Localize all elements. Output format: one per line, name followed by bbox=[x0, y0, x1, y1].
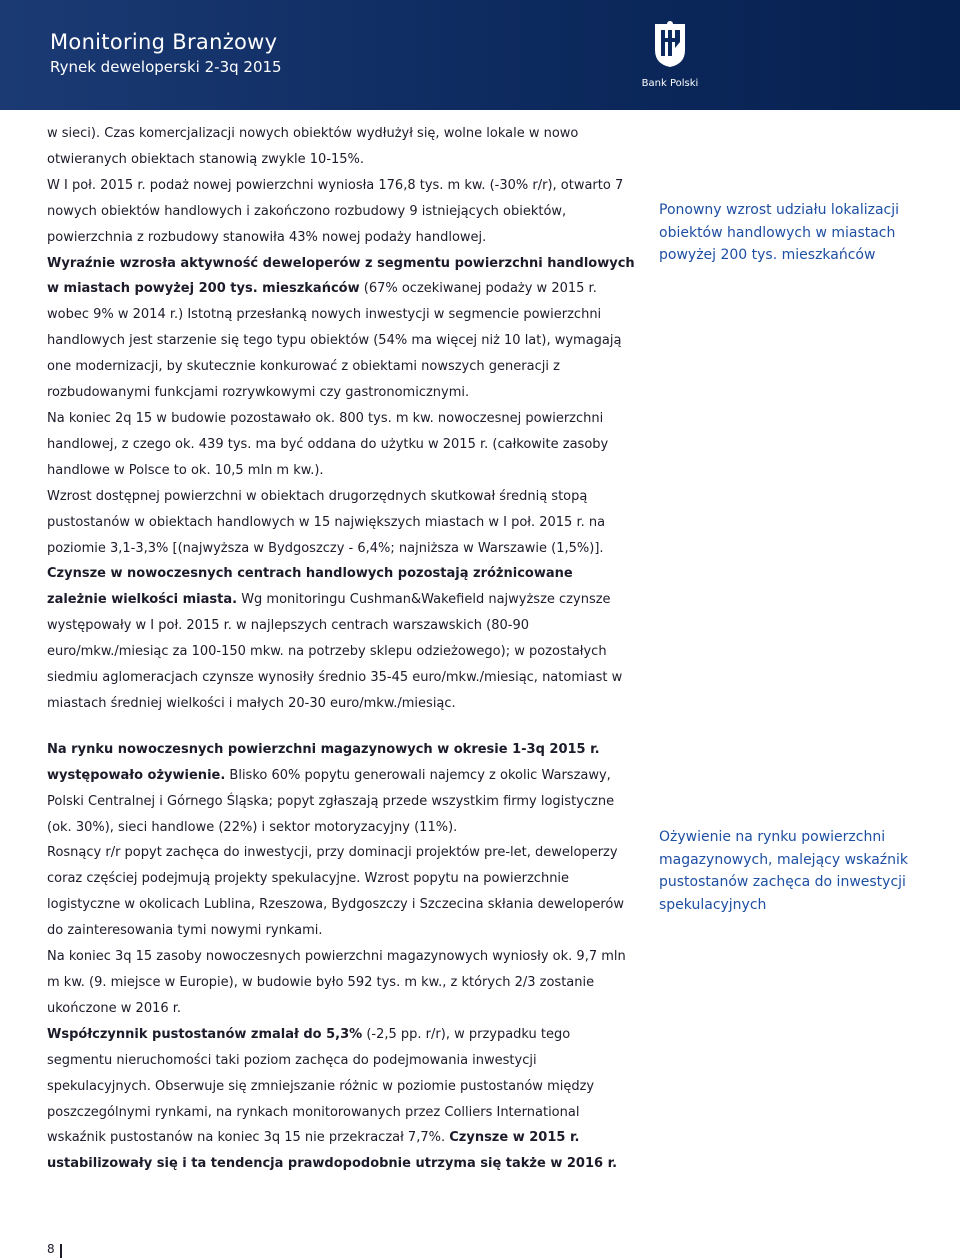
paragraph bbox=[47, 737, 635, 841]
paragraph bbox=[47, 561, 635, 716]
paragraph-lead: Współczynnik pustostanów zmalał do 5,3% bbox=[47, 1026, 363, 1042]
main-text bbox=[47, 121, 635, 1177]
paragraph-text: Na koniec 3q 15 zasoby nowoczesnych powierzchni magazynowych wyniosły ok. 9,7 mln m kw. (9. miejsce w Europie), w budowie było 592 tys. m kw., z których 2/3 zostanie ukończone w 2016 r. bbox=[47, 949, 626, 1016]
paragraph-text: (67% oczekiwanej podaży w 2015 r. wobec 9% w 2014 r.) Istotną przesłanką nowych inwestycji w segmencie powierzchni handlowych jest starzenie się tego typu obiektów (54% ma więcej niż 10 lat), wymagają one modernizacji, by skutecznie konkurować z obiektami nowszych generacji z rozbudowanymi funkcjami rozrywkowymi czy gastronomicznymi. bbox=[47, 281, 622, 401]
paragraph-lead: Czynsze w 2015 r. ustabilizowały się i ta tendencja prawdopodobnie utrzyma się także w 2016 r. bbox=[47, 1130, 618, 1172]
sidebar-note-warehouse: Ożywienie na rynku powierzchni magazynowych, malejący wskaźnik pustostanów zachęca do inwestycji spekulacyjnych bbox=[659, 829, 908, 913]
bank-logo bbox=[640, 20, 700, 100]
sidebar-note-retail: Ponowny wzrost udziału lokalizacji obiektów handlowych w miastach powyżej 200 tys. mieszkańców bbox=[659, 202, 900, 263]
paragraph bbox=[47, 173, 635, 251]
paragraph-text: Na koniec 2q 15 w budowie pozostawało ok. 800 tys. m kw. nowoczesnej powierzchni handlowej, z czego ok. 439 tys. ma być oddana do użytku w 2015 r. (całkowite zasoby handlowe w Polsce to ok. 10,5 mln m kw.). bbox=[47, 410, 609, 478]
paragraph-text: Blisko 60% popytu generowali najemcy z okolic Warszawy, Polski Centralnej i Górnego Śląska; popyt zgłaszają przede wszystkim firmy logistyczne (ok. 30%), sieci handlowe (22%) i sektor motoryzacyjny (11%). bbox=[47, 767, 615, 835]
paragraph-text: (-2,5 pp. r/r), w przypadku tego segmentu nieruchomości taki poziom zachęca do podejmowania inwestycji spekulacyjnych. Obserwuje się zmniejszanie różnic w poziomie pustostanów między poszczególnymi rynkami, na rynkach monitorowanych przez Colliers International wskaźnik pustostanów na koniec 3q 15 nie przekraczał 7,7%. bbox=[47, 1026, 595, 1146]
report-subtitle: Rynek deweloperski 2-3q 2015 bbox=[50, 58, 282, 76]
paragraph-lead: Wyraźnie wzrosła aktywność deweloperów z segmentu powierzchni handlowych w miastach powyżej 200 tys. mieszkańców bbox=[47, 255, 635, 297]
paragraph bbox=[47, 1022, 635, 1177]
paragraph-text: Rosnący r/r popyt zachęca do inwestycji, przy dominacji projektów pre-let, deweloperzy coraz częściej podejmują projekty spekulacyjne. Wzrost popytu na powierzchnie logistyczne w okolicach Lublina, Rzeszowa, Bydgoszczy i Szczecina skłania deweloperów do zainteresowania tymi nowymi rynkami. bbox=[47, 845, 624, 939]
paragraph bbox=[47, 251, 635, 406]
paragraph bbox=[47, 944, 635, 1022]
paragraph bbox=[47, 406, 635, 484]
pko-crest-icon bbox=[653, 20, 687, 68]
paragraph-lead: Czynsze w nowoczesnych centrach handlowych pozostają zróżnicowane zależnie wielkości miasta. bbox=[47, 566, 573, 608]
paragraph bbox=[47, 121, 635, 173]
logo-text: Bank Polski bbox=[641, 78, 699, 89]
paragraph-text: Wg monitoringu Cushman&Wakefield najwyższe czynsze występowały w I poł. 2015 r. w najlepszych centrach warszawskich (80-90 euro/mkw./miesiąc za 100-150 mkw. na potrzeby sklepu odzieżowego); w pozostałych siedmiu aglomeracjach czynsze wynosiły średnio 35-45 euro/mkw./miesiąc, natomiast w miastach średniej wielkości i małych 20-30 euro/mkw./miesiąc. bbox=[47, 592, 623, 711]
page-header bbox=[0, 0, 960, 110]
paragraph bbox=[47, 484, 635, 562]
paragraph-text: w sieci). Czas komercjalizacji nowych obiektów wydłużył się, wolne lokale w nowo otwieranych obiektach stanowią zwykle 10-15%. bbox=[47, 126, 579, 167]
report-title: Monitoring Branżowy bbox=[50, 30, 278, 54]
paragraph-text: W I poł. 2015 r. podaż nowej powierzchni wyniosła 176,8 tys. m kw. (-30% r/r), otwarto 7 nowych obiektów handlowych i zakończono rozbudowy 9 istniejących obiektów, powierzchnia z rozbudowy stanowiła 43% nowej podaży handlowej. bbox=[47, 177, 624, 245]
page-number: 8 bbox=[47, 1242, 55, 1256]
paragraph bbox=[47, 840, 635, 944]
paragraph-lead: Na rynku nowoczesnych powierzchni magazynowych w okresie 1-3q 2015 r. występowało ożywienie. bbox=[47, 741, 600, 783]
paragraph-text: Wzrost dostępnej powierzchni w obiektach drugorzędnych skutkował średnią stopą pustostanów w obiektach handlowych w 15 największych miastach w I poł. 2015 r. na poziomie 3,1-3,3% [(najwyższa w Bydgoszczy - 6,4%; najniższa w Warszawie (1,5%)]. bbox=[47, 488, 606, 556]
footer-divider bbox=[60, 1244, 62, 1258]
